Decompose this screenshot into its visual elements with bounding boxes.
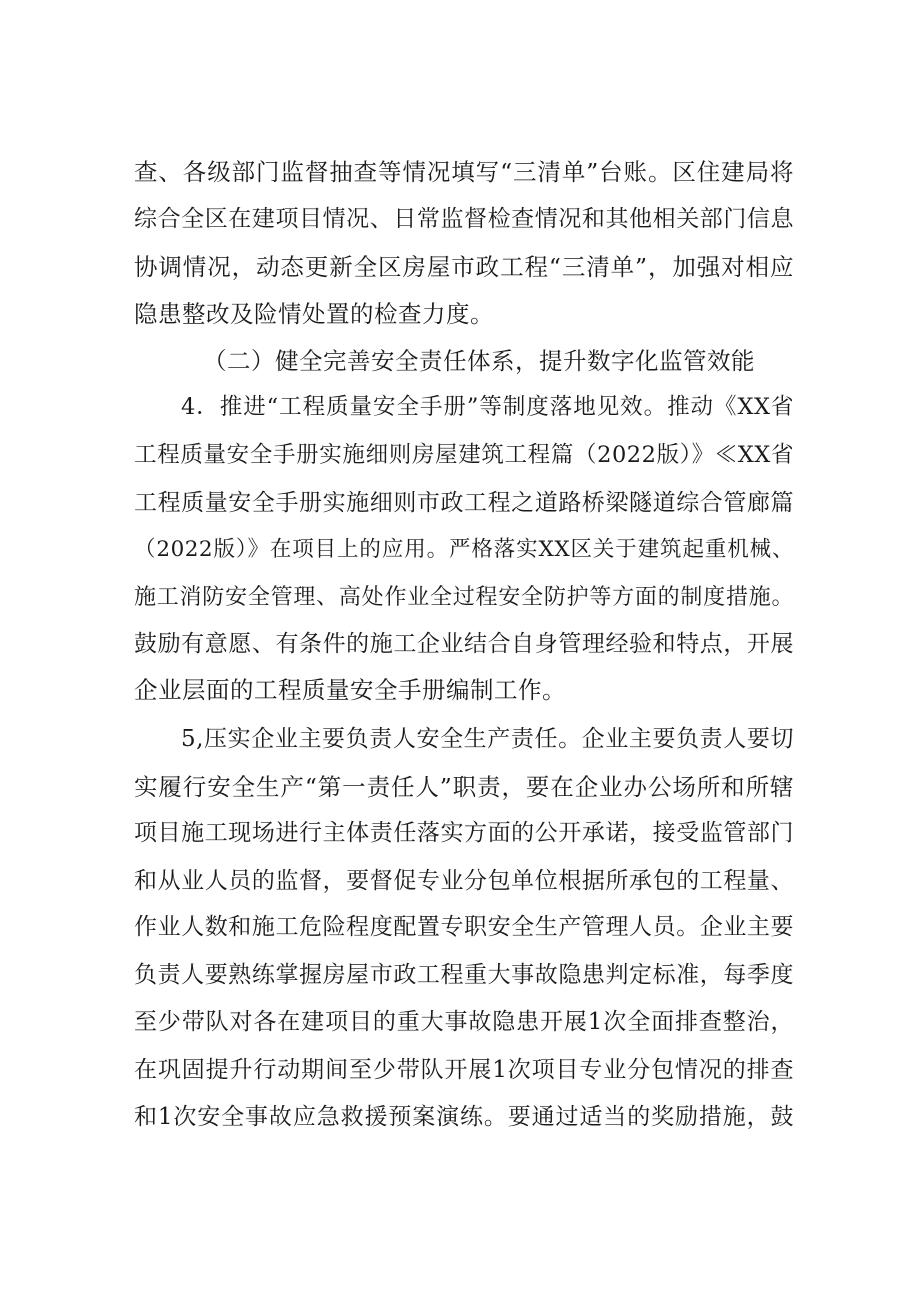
paragraph-line-2: 综合全区在建项目情况、日常监督检查情况和其他相关部门信息	[134, 206, 794, 232]
paragraph-line-4: 隐患整改及险情处置的检查力度。	[134, 300, 494, 328]
paragraph-line-7: 工程质量安全手册实施细则房屋建筑工程篇（2022版）》≪XX省	[134, 442, 794, 468]
paragraph-line-21: 和1次安全事故应急救援预案演练。要通过适当的奖励措施，鼓	[134, 1104, 794, 1130]
paragraph-line-13: 5,压实企业主要负责人安全生产责任。企业主要负责人要切	[181, 726, 794, 752]
paragraph-line-20: 在巩固提升行动期间至少带队开展1次项目专业分包情况的排查	[134, 1057, 794, 1083]
paragraph-line-1: 查、各级部门监督抽查等情况填写“三清单”台账。区住建局将	[134, 158, 794, 186]
paragraph-line-11: 鼓励有意愿、有条件的施工企业结合自身管理经验和特点，开展	[134, 631, 794, 657]
paragraph-line-12: 企业层面的工程质量安全手册编制工作。	[134, 676, 566, 704]
paragraph-line-14: 实履行安全生产“第一责任人”职责，要在企业办公场所和所辖	[134, 773, 794, 801]
paragraph-line-17: 作业人数和施工危险程度配置专职安全生产管理人员。企业主要	[134, 914, 794, 940]
paragraph-line-16: 和从业人员的监督，要督促专业分包单位根据所承包的工程量、	[134, 868, 794, 894]
section-heading: （二）健全完善安全责任体系，提升数字化监管效能	[203, 347, 755, 375]
paragraph-line-19: 至少带队对各在建项目的重大事故隐患开展1次全面排查整治，	[134, 1009, 794, 1035]
paragraph-line-8: 工程质量安全手册实施细则市政工程之道路桥梁隧道综合管廊篇	[134, 490, 794, 516]
paragraph-line-6: 4．推进“工程质量安全手册”等制度落地见效。推动《XX省	[181, 394, 794, 420]
paragraph-line-9: （2022版）》在项目上的应用。严格落实XX区关于建筑起重机械、	[134, 537, 794, 562]
paragraph-line-3: 协调情况，动态更新全区房屋市政工程“三清单”，加强对相应	[134, 253, 794, 281]
paragraph-line-18: 负责人要熟练掌握房屋市政工程重大事故隐患判定标准，每季度	[134, 962, 794, 988]
paragraph-line-15: 项目施工现场进行主体责任落实方面的公开承诺，接受监管部门	[134, 820, 794, 846]
paragraph-line-10: 施工消防安全管理、高处作业全过程安全防护等方面的制度措施。	[134, 585, 794, 610]
